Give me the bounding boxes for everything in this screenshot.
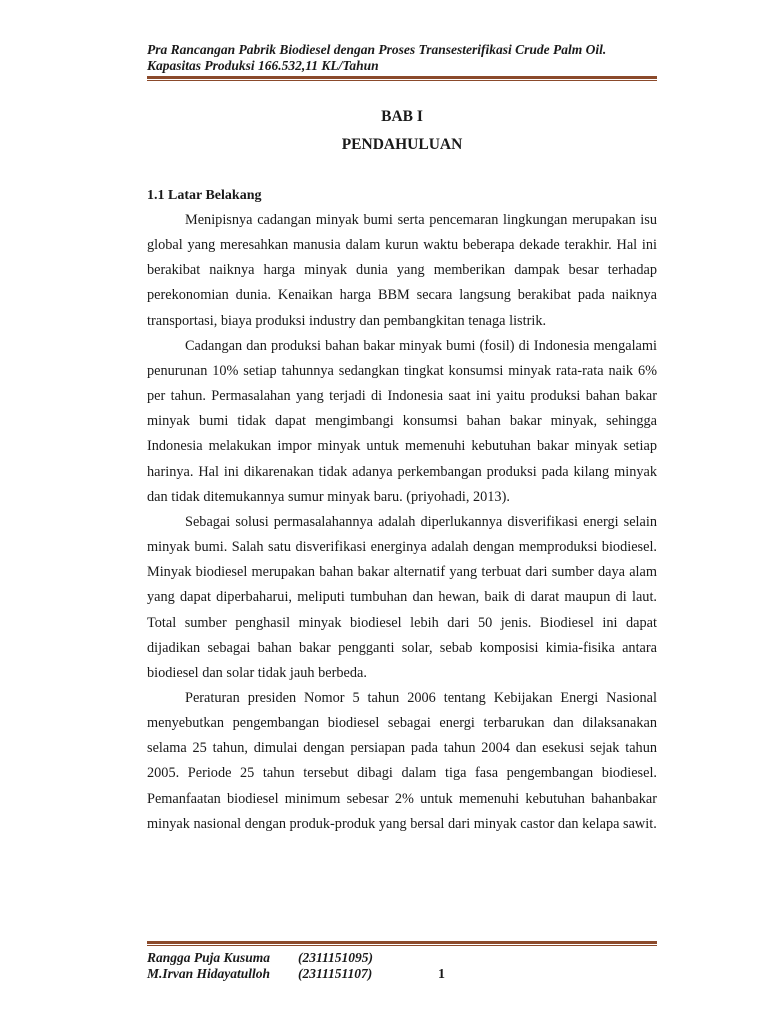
paragraph: Menipisnya cadangan minyak bumi serta pencemaran lingkungan merupakan isu global yang meresahkan manusia dalam kurun waktu beberapa dekade terakhir. Hal ini berakibat naiknya harga minyak dunia yang memberikan dampak besar terhadap perekonomian dunia. Kenaikan harga BBM secara langsung berakibat pada naiknya transportasi, biaya produksi industry dan pembangkitan tenaga listrik. xyxy=(147,212,657,329)
section-heading: 1.1 Latar Belakang xyxy=(147,188,262,203)
header-title-line: Pra Rancangan Pabrik Biodiesel dengan Proses Transesterifikasi Crude Palm Oil. xyxy=(147,42,607,57)
chapter-number: BAB I xyxy=(381,108,423,125)
author-nim: (2311151107) xyxy=(298,966,373,981)
author-row xyxy=(147,950,657,966)
page-number: 1 xyxy=(438,967,445,982)
chapter-title: PENDAHULUAN xyxy=(341,136,463,153)
paragraph: Cadangan dan produksi bahan bakar minyak bumi (fosil) di Indonesia mengalami penurunan 10% setiap tahunnya sedangkan tingkat konsumsi minyak rata-rata naik 6% per tahun. Permasalahan yang terjadi di Indonesia saat ini yaitu produksi bahan bakar minyak bumi tidak dapat mengimbangi konsumsi bahan bakar minyak, sehingga Indonesia melakukan impor minyak untuk memenuhi kebutuhan bakar minyak setiap harinya. Hal ini dikarenakan tidak adanya perkembangan produksi pada kilang minyak dan tidak ditemukannya sumur minyak baru. (priyohadi, 2013). xyxy=(147,337,657,505)
footer-rule xyxy=(147,941,657,946)
paragraph: Peraturan presiden Nomor 5 tahun 2006 tentang Kebijakan Energi Nasional menyebutkan pengembangan biodiesel sebagai energi terbarukan dan dilaksanakan selama 25 tahun, dimulai dengan persiapan pada tahun 2004 dan esekusi sejak tahun 2005. Periode 25 tahun tersebut dibagi dalam tiga fasa pengembangan biodiesel. Pemanfaatan biodiesel minimum sebesar 2% untuk memenuhi kebutuhan bahanbakar minyak nasional dengan produk-produk yang bersal dari minyak castor dan kelapa sawit. xyxy=(147,689,657,832)
author-name: Rangga Puja Kusuma xyxy=(147,950,271,965)
footer-rule-thin xyxy=(147,945,657,946)
body-text xyxy=(147,208,657,837)
author-name: M.Irvan Hidayatulloh xyxy=(147,966,271,981)
paragraph: Sebagai solusi permasalahannya adalah diperlukannya disverifikasi energi selain minyak bumi. Salah satu disverifikasi energinya adalah dengan memproduksi biodiesel. Minyak biodiesel merupakan bahan bakar alternatif yang terbuat dari sumber daya alam yang dapat diperbaharui, meliputi tumbuhan dan hewan, baik di darat maupun di laut. Total sumber penghasil minyak biodiesel lebih dari 50 jenis. Biodiesel ini dapat dijadikan sebagai bahan bakar pengganti solar, sebab komposisi kimia-fisika antara biodiesel dan solar tidak jauh berbeda. xyxy=(147,513,657,681)
running-footer xyxy=(147,950,657,983)
header-rule xyxy=(147,76,657,81)
author-row xyxy=(147,966,657,983)
running-header xyxy=(147,42,657,74)
header-capacity-line: Kapasitas Produksi 166.532,11 KL/Tahun xyxy=(147,58,379,73)
author-nim: (2311151095) xyxy=(298,950,374,965)
header-rule-thin xyxy=(147,80,657,81)
